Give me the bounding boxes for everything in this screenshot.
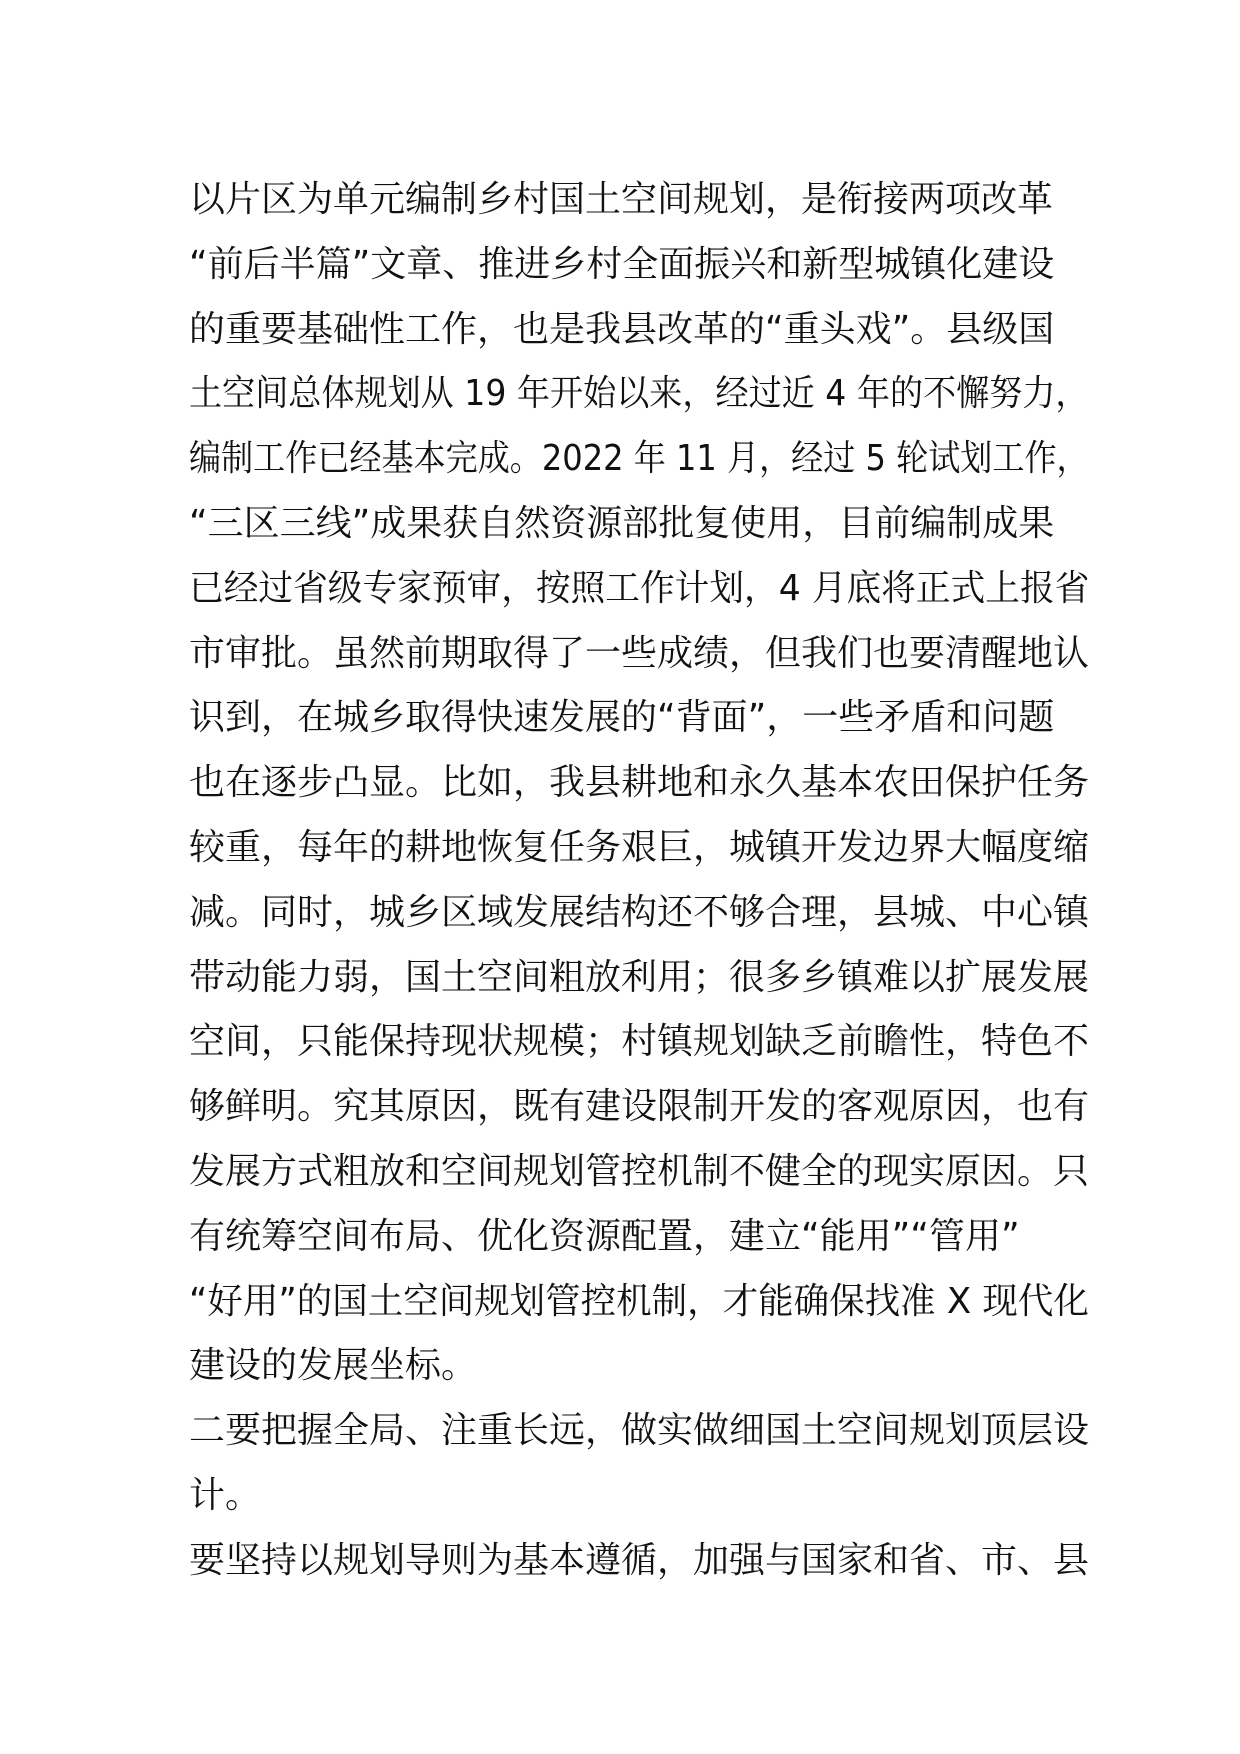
text-line: 有统筹空间布局、优化资源配置，建立“能用”“管用” <box>189 1215 1020 1257</box>
text-line: “好用”的国土空间规划管控机制，才能确保找准 X 现代化 <box>189 1280 1089 1322</box>
heading-line: 二要把握全局、注重长远，做实做细国土空间规划顶层设 <box>189 1410 1090 1452</box>
text-line: 空间，只能保持现状规模；村镇规划缺乏前瞻性，特色不 <box>189 1021 1090 1063</box>
text-line: 要坚持以规划导则为基本遵循，加强与国家和省、市、县 <box>189 1539 1090 1581</box>
text-line: 编制工作已经基本完成。2022 年 11 月，经过 5 轮试划工作， <box>189 438 1089 480</box>
text-line: “前后半篇”文章、推进乡村全面振兴和新型城镇化建设 <box>189 243 1055 285</box>
text-line: 已经过省级专家预审，按照工作计划，4 月底将正式上报省 <box>189 567 1090 609</box>
text-line: 发展方式粗放和空间规划管控机制不健全的现实原因。只 <box>189 1150 1090 1192</box>
body-text <box>189 168 1089 1594</box>
text-line: 够鲜明。究其原因，既有建设限制开发的客观原因，也有 <box>189 1086 1090 1128</box>
text-line: 减。同时，城乡区域发展结构还不够合理，县城、中心镇 <box>189 891 1090 933</box>
text-line: 识到，在城乡取得快速发展的“背面”，一些矛盾和问题 <box>189 697 1055 739</box>
text-line: 以片区为单元编制乡村国土空间规划，是衔接两项改革 <box>189 179 1054 220</box>
text-line: 建设的发展坐标。 <box>189 1345 478 1387</box>
text-line: 也在逐步凸显。比如，我县耕地和永久基本农田保护任务 <box>189 762 1090 804</box>
text-line: 带动能力弱，国土空间粗放利用；很多乡镇难以扩展发展 <box>189 956 1090 998</box>
text-line: “三区三线”成果获自然资源部批复使用，目前编制成果 <box>189 502 1055 544</box>
heading-line: 计。 <box>189 1474 262 1516</box>
text-line: 市审批。虽然前期取得了一些成绩，但我们也要清醒地认 <box>189 632 1090 674</box>
text-line: 较重，每年的耕地恢复任务艰巨，城镇开发边界大幅度缩 <box>189 826 1090 868</box>
text-line: 的重要基础性工作，也是我县改革的“重头戏”。县级国 <box>189 308 1055 350</box>
text-line: 土空间总体规划从 19 年开始以来，经过近 4 年的不懈努力， <box>189 373 1089 415</box>
